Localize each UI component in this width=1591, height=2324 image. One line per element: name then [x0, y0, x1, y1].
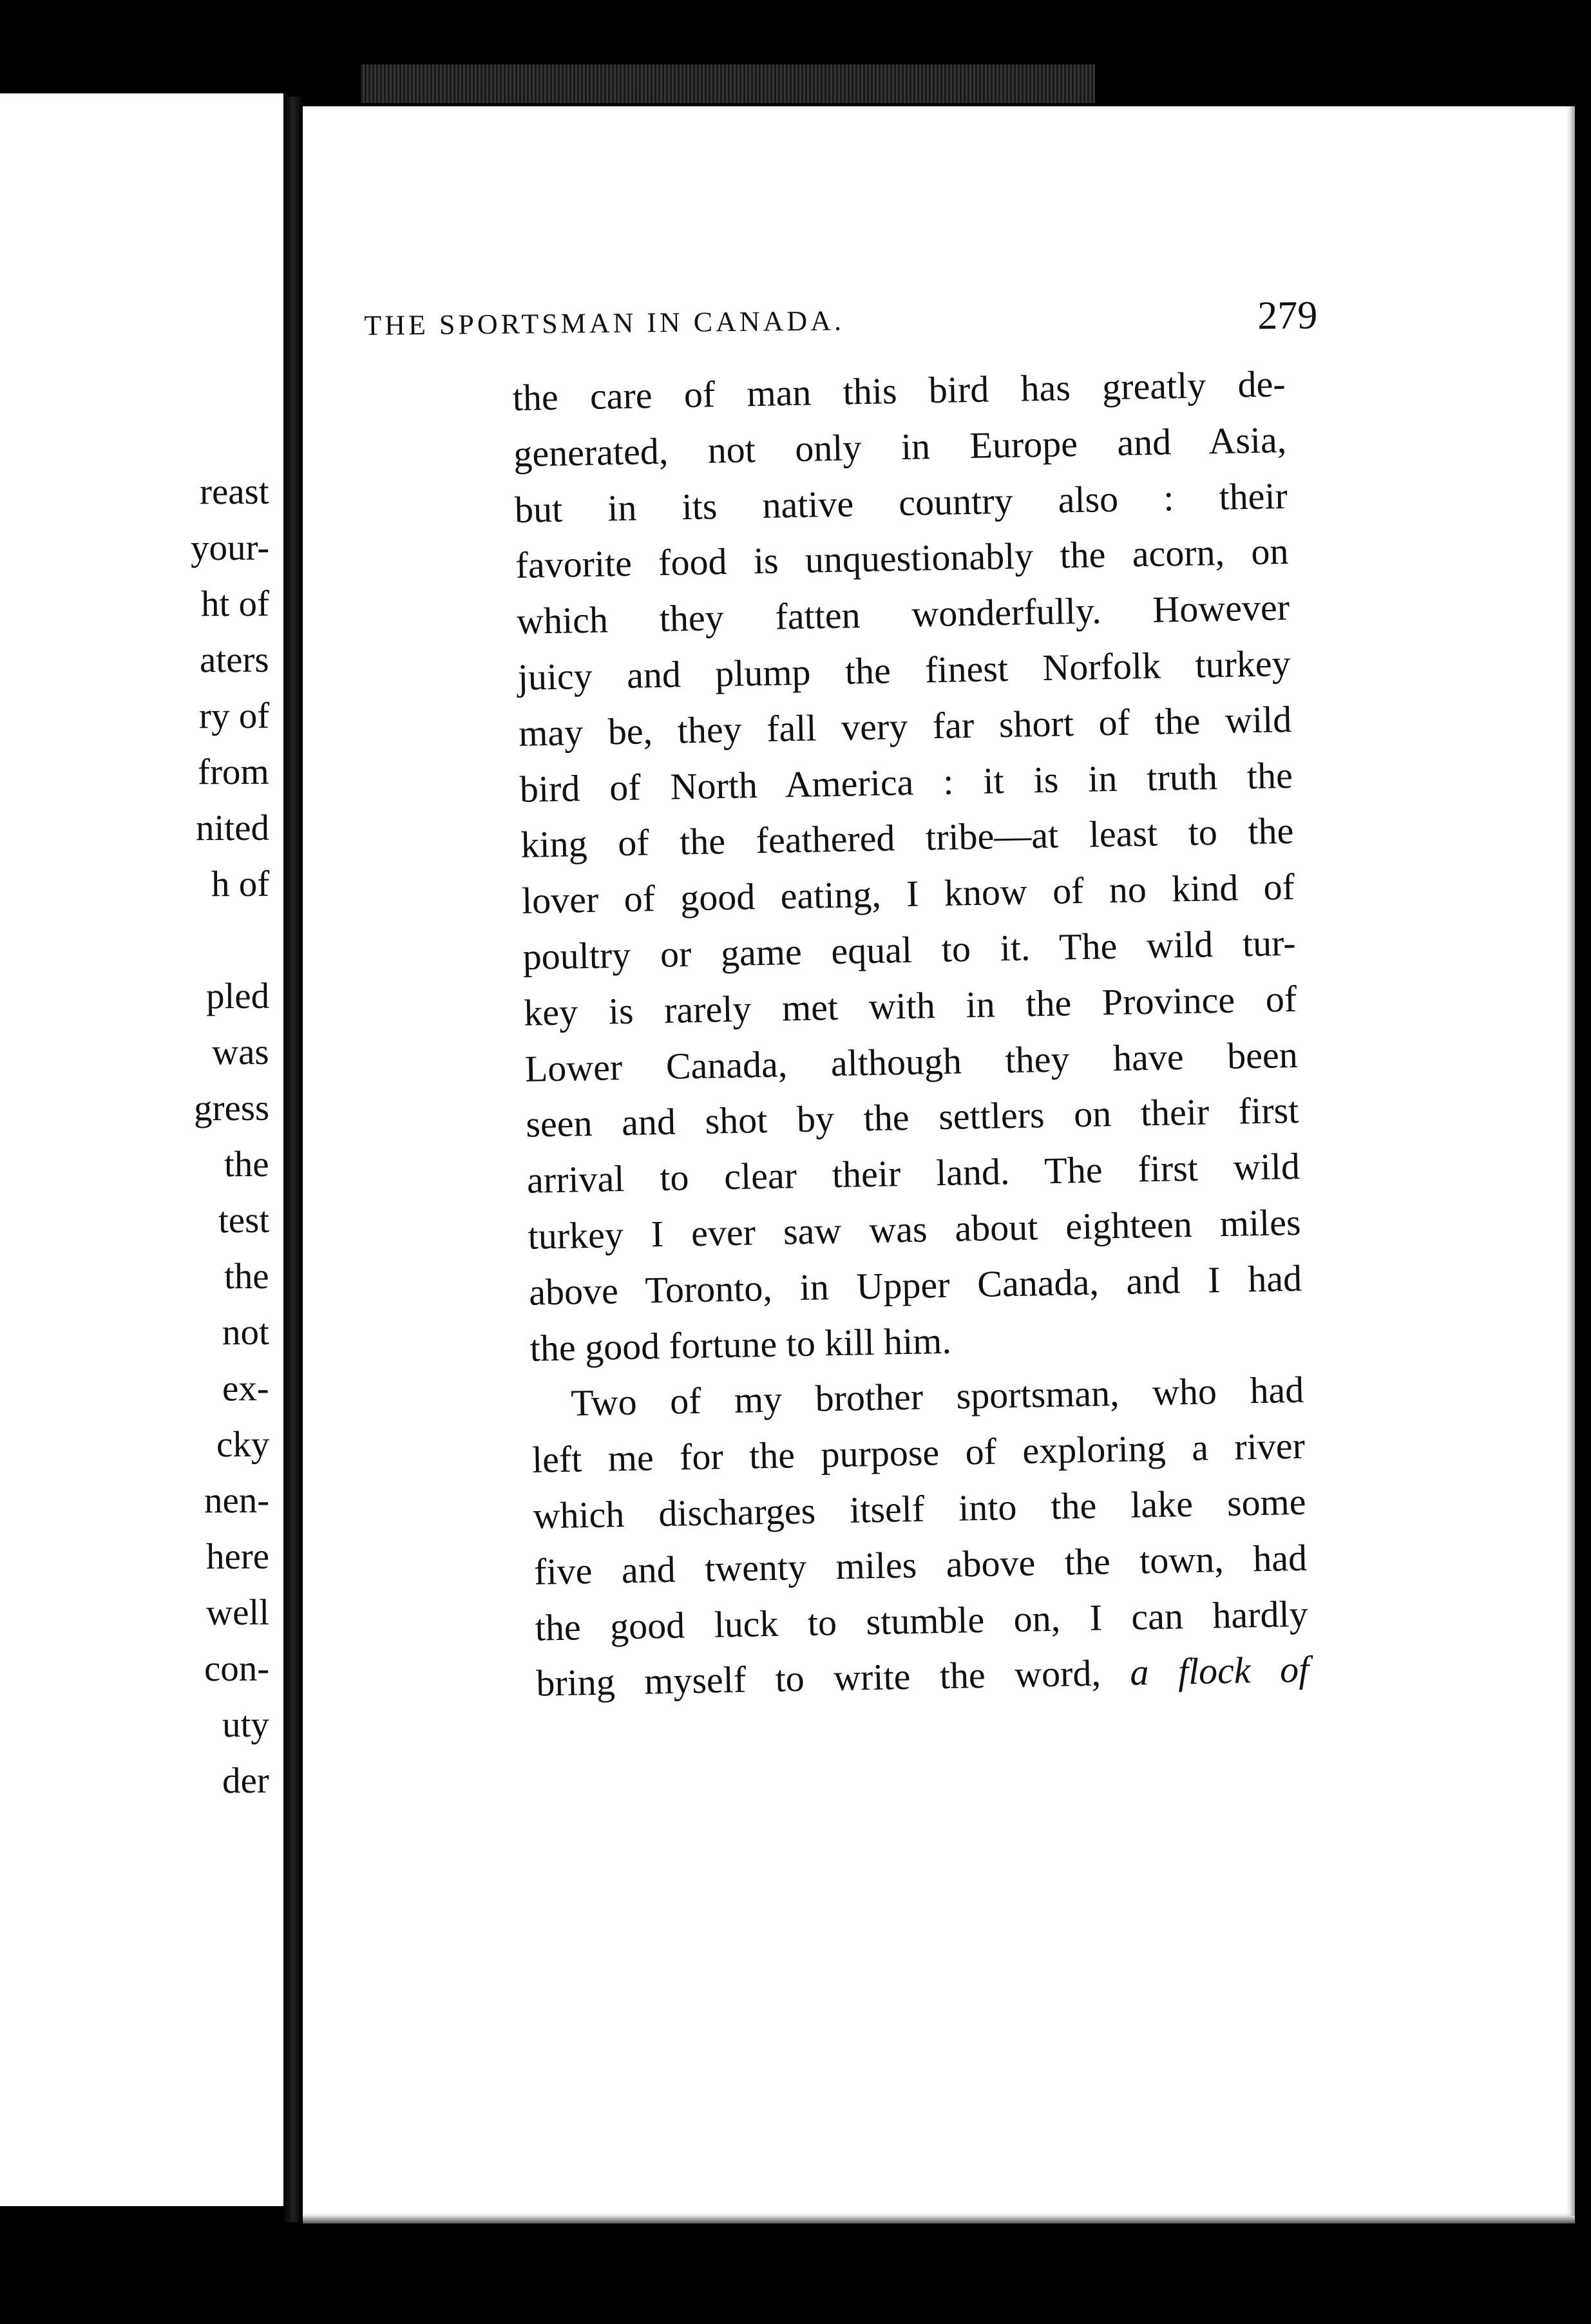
text-line: which discharges itself into the lake some [532, 1480, 1306, 1537]
facing-page-line: from [198, 751, 270, 793]
running-head-title: THE SPORTSMAN IN CANADA. [364, 305, 845, 341]
text-line: the care of man this bird has greatly de- [512, 363, 1286, 419]
italic-phrase: a flock of [1129, 1648, 1310, 1694]
facing-page-line: was [212, 1031, 270, 1073]
text-line: favorite food is unquestionably the acorn, on [515, 530, 1289, 587]
text-line: poultry or game equal to it. The wild tur- [522, 921, 1297, 978]
facing-page-line: cky [216, 1424, 270, 1465]
text-line: Lower Canada, although they have been [524, 1033, 1299, 1090]
text-line: five and twenty miles above the town, had [533, 1536, 1308, 1593]
text-line: lover of good eating, I know of no kind of [521, 866, 1295, 922]
text-line: may be, they fall very far short of the wild [518, 698, 1292, 754]
facing-page-line: uty [222, 1704, 270, 1746]
facing-page-line: your- [190, 527, 270, 569]
facing-page-line: der [222, 1760, 270, 1802]
text-line-roman-part: bring myself to write the word, [535, 1652, 1101, 1704]
facing-page-line: here [205, 1536, 270, 1577]
text-line: juicy and plump the finest Norfolk turkey [517, 642, 1291, 698]
text-line: seen and shot by the settlers on their first [525, 1089, 1299, 1146]
facing-page-line: the [224, 1143, 270, 1185]
text-line: but in its native country also : their [514, 474, 1288, 531]
body-text [512, 356, 1310, 1712]
text-line: left me for the purpose of exploring a river [531, 1424, 1306, 1481]
facing-page-line: nen- [204, 1480, 270, 1521]
facing-page-line: reast [200, 471, 270, 513]
text-line: generated, not only in Europe and Asia, [513, 418, 1287, 475]
page-number: 279 [1257, 293, 1318, 338]
text-line: bird of North America : it is in truth the [519, 754, 1293, 810]
page-bottom-edge [303, 2216, 1575, 2224]
facing-page-line: h of [211, 863, 270, 905]
facing-page-line: gress [193, 1087, 270, 1129]
text-line: which they fatten wonderfully. However [516, 586, 1290, 643]
facing-page-line: test [218, 1199, 270, 1241]
facing-page-line: ex- [222, 1367, 270, 1409]
text-line: turkey I ever saw was about eighteen miles [528, 1201, 1302, 1257]
binding-shadow [361, 64, 1095, 103]
facing-page-line: well [205, 1592, 270, 1633]
text-line: key is rarely met with in the Province of [523, 977, 1297, 1034]
facing-page-line: ry of [198, 695, 270, 737]
text-line: king of the feathered tribe—at least to the [520, 810, 1294, 866]
facing-page-line: ht of [200, 583, 270, 625]
facing-page-line: nited [195, 807, 270, 849]
facing-page-line: pled [205, 975, 270, 1017]
text-line: the good fortune to kill him. [529, 1319, 952, 1369]
facing-page-line: aters [200, 639, 270, 681]
book-spine-gutter [283, 97, 303, 2222]
facing-page [0, 93, 283, 2206]
facing-page-line: con- [204, 1648, 270, 1690]
facing-page-line: the [224, 1255, 270, 1297]
text-line: Two of my brother sportsman, who had [570, 1369, 1304, 1424]
text-line: above Toronto, in Upper Canada, and I had [528, 1257, 1302, 1313]
text-line: the good luck to stumble on, I can hardly [535, 1592, 1309, 1649]
facing-page-line: not [222, 1311, 270, 1353]
text-line: arrival to clear their land. The first wild [526, 1145, 1300, 1201]
